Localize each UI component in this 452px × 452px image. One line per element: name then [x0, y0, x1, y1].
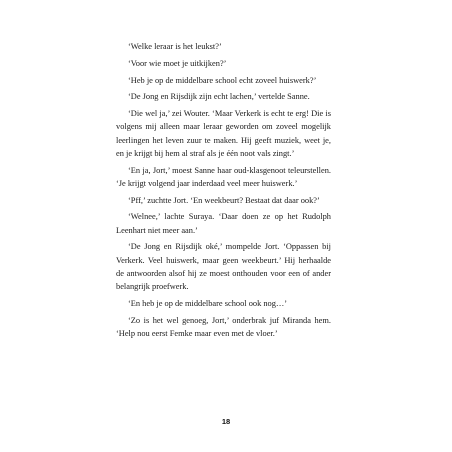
paragraph: ‘Heb je op de middelbare school echt zoveel huiswerk?’: [128, 75, 317, 85]
body-text: [116, 40, 331, 344]
paragraph: ‘Pff,’ zuchtte Jort. ‘En weekbeurt? Bestaat dat daar ook?’: [128, 195, 320, 205]
paragraph: ‘De Jong en Rijsdijk zijn echt lachen,’ vertelde Sanne.: [128, 92, 310, 102]
paragraph: ‘En ja, Jort,’ moest Sanne haar oud-klasgenoot teleurstellen. ‘Je krijgt volgend jaar inderdaad veel meer huiswerk.’: [116, 165, 331, 188]
paragraph: ‘Die wel ja,’ zei Wouter. ‘Maar Verkerk is echt te erg! Die is volgens mij alleen maar leraar geworden om zoveel mogelijk leerlingen het leven zuur te maken. Hij geeft muziek, weet je, en je krijgt bij hem al straf als je één noot vals zingt.’: [116, 109, 331, 158]
page-number: 18: [221, 417, 231, 426]
paragraph: ‘Zo is het wel genoeg, Jort,’ onderbrak juf Miranda hem. ‘Help nou eerst Femke maar even met de vloer.’: [116, 315, 331, 338]
paragraph: ‘Welke leraar is het leukst?’: [128, 42, 222, 51]
paragraph: ‘Voor wie moet je uitkijken?’: [128, 58, 227, 68]
paragraph: ‘En heb je op de middelbare school ook nog…’: [128, 298, 288, 308]
paragraph: ‘De Jong en Rijsdijk oké,’ mompelde Jort. ‘Oppassen bij Verkerk. Veel huiswerk, maar geen weekbeurt.’ Hij herhaalde de antwoorden alsof hij ze moest onthouden voor een of ander belangrijk proefwerk.: [116, 242, 331, 291]
paragraph: ‘Welnee,’ lachte Suraya. ‘Daar doen ze op het Rudolph Leenhart niet meer aan.’: [116, 212, 331, 235]
